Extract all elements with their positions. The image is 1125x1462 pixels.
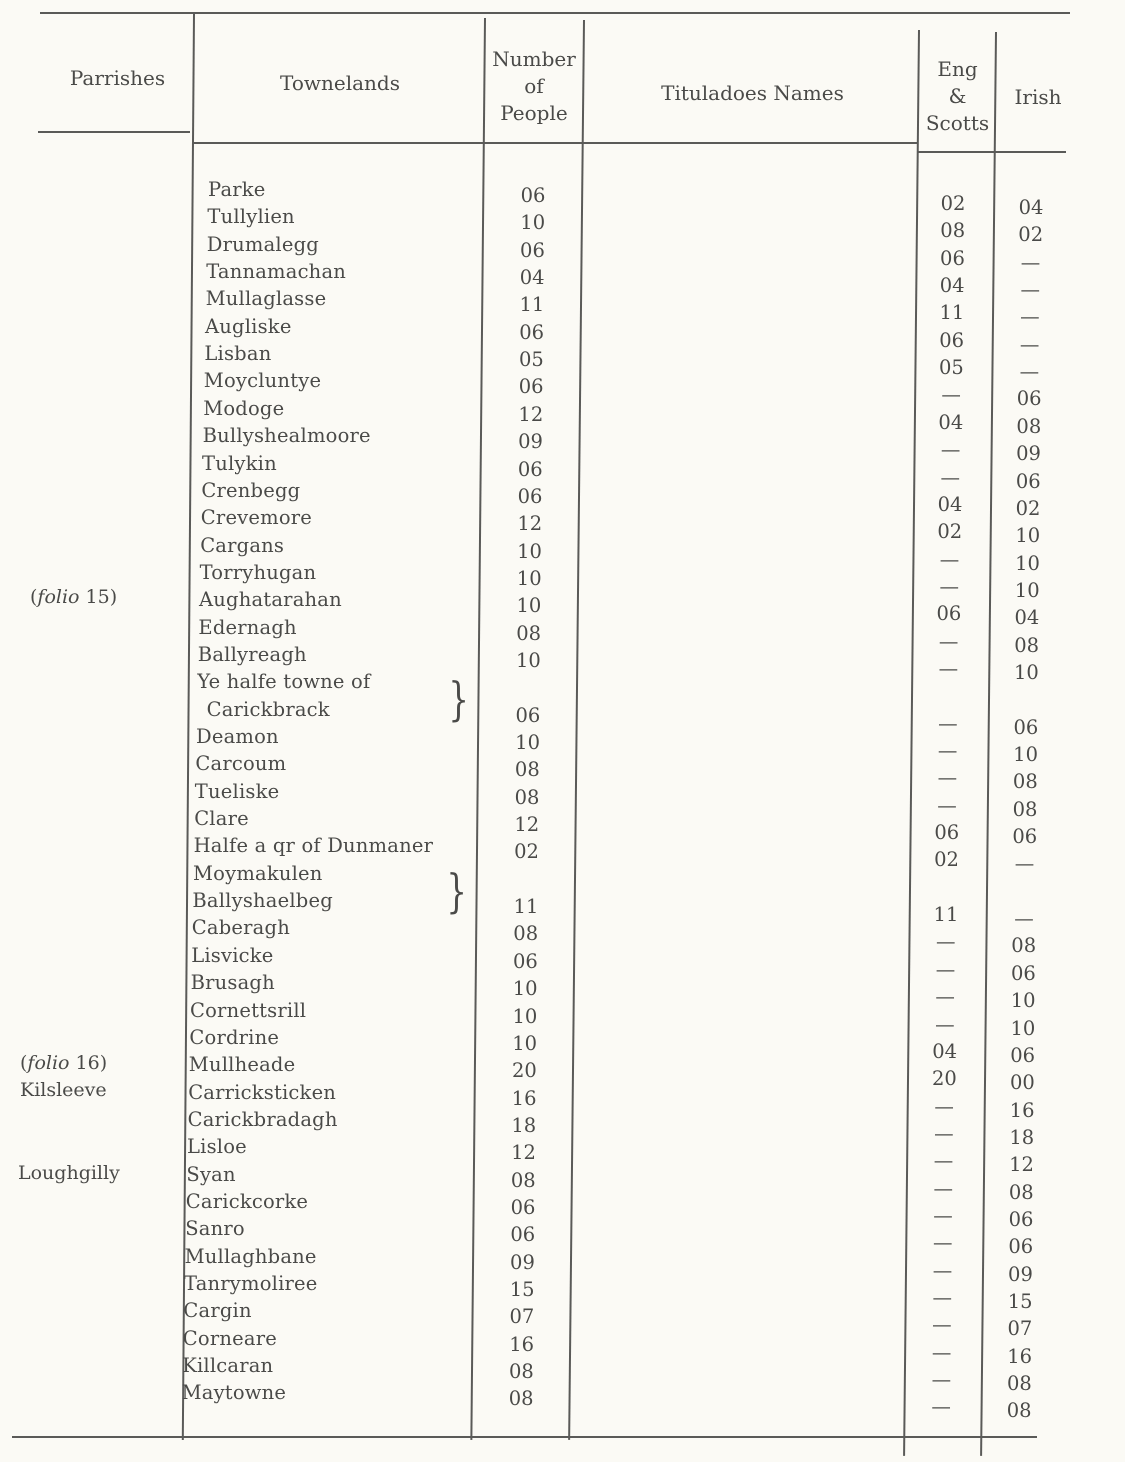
eng-scotts-cell: — bbox=[935, 957, 956, 981]
number-of-people-cell: 08 bbox=[508, 1360, 534, 1384]
towneland-name: Torryhugan bbox=[199, 560, 317, 584]
irish-cell: 12 bbox=[1009, 1153, 1034, 1177]
irish-cell: — bbox=[1019, 332, 1040, 356]
irish-cell: — bbox=[1014, 907, 1034, 931]
number-of-people-cell: 16 bbox=[509, 1332, 535, 1356]
eng-header-rule bbox=[918, 151, 1066, 153]
towneland-name: Edernagh bbox=[198, 615, 297, 639]
eng-scotts-cell: 04 bbox=[938, 410, 964, 434]
number-of-people-cell: 12 bbox=[511, 1141, 536, 1165]
eng-scotts-cell: 02 bbox=[934, 848, 959, 872]
number-of-people-cell: 06 bbox=[519, 320, 545, 344]
eng-scotts-cell: — bbox=[931, 1368, 952, 1392]
irish-cell: 06 bbox=[1016, 387, 1042, 411]
towneland-name: Lisvicke bbox=[191, 943, 274, 967]
towneland-name: Augliske bbox=[205, 314, 292, 338]
eng-scotts-cell: — bbox=[935, 985, 955, 1009]
irish-cell: 08 bbox=[1012, 797, 1038, 821]
eng-scotts-cell: — bbox=[938, 656, 959, 680]
towneland-name: Brusagh bbox=[190, 971, 275, 995]
number-of-people-cell: 10 bbox=[517, 539, 542, 563]
eng-scotts-cell: — bbox=[937, 766, 958, 790]
irish-cell: 15 bbox=[1007, 1290, 1033, 1313]
brace-ballyshaelbeg: } bbox=[446, 864, 467, 918]
towneland-name: Tanrymoliree bbox=[184, 1272, 318, 1295]
irish-cell: 08 bbox=[1011, 934, 1037, 958]
irish-cell: 04 bbox=[1018, 196, 1044, 219]
number-of-people-cell: 10 bbox=[520, 211, 546, 235]
irish-cell: 06 bbox=[1015, 469, 1041, 493]
towneland-name: Ballyshaelbeg bbox=[192, 889, 333, 913]
number-of-people-cell: 08 bbox=[516, 621, 542, 645]
number-of-people-cell: 10 bbox=[516, 594, 542, 618]
number-of-people-cell: 06 bbox=[517, 457, 543, 481]
eng-scotts-cell: — bbox=[937, 739, 958, 762]
irish-cell: 08 bbox=[1006, 1399, 1032, 1423]
towneland-name: Crenbegg bbox=[201, 478, 301, 502]
towneland-name: Lisloe bbox=[187, 1135, 247, 1159]
number-of-people-cell: 06 bbox=[510, 1195, 536, 1219]
eng-scotts-cell: — bbox=[933, 1149, 954, 1173]
eng-scotts-cell: 06 bbox=[940, 246, 965, 270]
towneland-name: Caberagh bbox=[191, 916, 290, 940]
towneland-name: Carickbradagh bbox=[187, 1107, 338, 1131]
irish-cell: 06 bbox=[1011, 961, 1036, 985]
parishes-header-rule bbox=[38, 131, 190, 133]
number-of-people-cell: 20 bbox=[511, 1059, 537, 1083]
number-of-people-cell: 08 bbox=[508, 1387, 534, 1411]
eng-scotts-cell: — bbox=[933, 1203, 953, 1227]
eng-scotts-cell: — bbox=[937, 793, 957, 817]
number-of-people-cell: 10 bbox=[516, 566, 542, 590]
number-of-people-cell: 12 bbox=[514, 813, 540, 837]
number-of-people-cell: 10 bbox=[515, 731, 540, 754]
towneland-name: Carcoum bbox=[195, 752, 287, 776]
towneland-name: Tulykin bbox=[202, 451, 277, 475]
number-of-people-cell: 02 bbox=[514, 840, 539, 864]
eng-scotts-cell: — bbox=[939, 547, 960, 571]
table-row bbox=[0, 862, 1125, 889]
irish-cell: 10 bbox=[1010, 989, 1036, 1013]
irish-cell: — bbox=[1014, 852, 1035, 876]
number-of-people-cell: 08 bbox=[510, 1168, 536, 1192]
tituladoes-names-header: Tituladoes Names bbox=[661, 81, 844, 105]
eng-scotts-cell: — bbox=[932, 1231, 953, 1255]
towneland-name: Halfe a qr of Dunmaner bbox=[193, 834, 434, 858]
number-of-people-cell: 12 bbox=[517, 512, 543, 536]
eng-scotts-cell: — bbox=[931, 1340, 952, 1364]
towneland-name: Carickbrack bbox=[206, 697, 330, 721]
irish-cell: — bbox=[1020, 250, 1041, 274]
irish-cell: 06 bbox=[1013, 715, 1039, 739]
number-of-people-cell: 12 bbox=[518, 402, 544, 426]
irish-cell: 10 bbox=[1014, 578, 1040, 602]
irish-cell: 10 bbox=[1015, 551, 1040, 575]
eng-scotts-cell: 20 bbox=[931, 1067, 957, 1091]
towneland-name: Ye halfe towne of bbox=[197, 670, 371, 694]
number-of-people-cell: 10 bbox=[515, 648, 541, 672]
towneland-name: Tullylien bbox=[207, 205, 295, 229]
number-of-people-cell: 10 bbox=[512, 1004, 538, 1028]
number-of-people-cell: 08 bbox=[514, 758, 540, 782]
irish-cell: 02 bbox=[1018, 223, 1044, 247]
number-of-people-cell: 06 bbox=[515, 703, 541, 727]
towneland-name: Cargans bbox=[200, 533, 285, 557]
irish-cell: 10 bbox=[1013, 743, 1038, 766]
number-of-people-cell: 06 bbox=[520, 238, 545, 262]
irish-cell: 08 bbox=[1014, 633, 1040, 657]
irish-cell: 02 bbox=[1015, 496, 1041, 520]
folio-16-note: (folio 16) bbox=[20, 1052, 108, 1074]
eng-scotts-cell: 11 bbox=[933, 903, 959, 927]
towneland-name: Mullaglasse bbox=[205, 287, 327, 311]
number-of-people-cell: 09 bbox=[510, 1250, 535, 1274]
irish-cell: — bbox=[1019, 360, 1040, 384]
towneland-name: Mullheade bbox=[188, 1053, 296, 1077]
eng-scotts-header: Eng & Scotts bbox=[925, 57, 990, 135]
irish-cell: — bbox=[1020, 305, 1040, 329]
eng-scotts-cell: — bbox=[940, 465, 961, 489]
towneland-name: Lisban bbox=[204, 342, 272, 366]
number-of-people-cell: 06 bbox=[518, 375, 544, 399]
irish-cell: 10 bbox=[1015, 524, 1041, 548]
eng-scotts-cell: 11 bbox=[939, 301, 965, 325]
table-row bbox=[0, 670, 1125, 697]
towneland-name: Modoge bbox=[203, 396, 285, 420]
number-of-people-cell: 16 bbox=[511, 1086, 537, 1110]
towneland-name: Maytowne bbox=[181, 1381, 287, 1405]
towneland-name: Clare bbox=[194, 807, 249, 831]
towneland-name: Moymakulen bbox=[193, 861, 323, 885]
towneland-name: Syan bbox=[186, 1162, 236, 1186]
irish-cell: 16 bbox=[1007, 1344, 1033, 1368]
eng-scotts-cell: — bbox=[932, 1258, 953, 1282]
table-row bbox=[0, 1381, 1125, 1423]
irish-cell: 07 bbox=[1007, 1317, 1033, 1341]
irish-cell: 09 bbox=[1008, 1262, 1033, 1286]
towneland-name: Cordrine bbox=[189, 1025, 280, 1049]
eng-scotts-cell: — bbox=[935, 930, 956, 954]
eng-scotts-cell: 04 bbox=[939, 274, 965, 298]
number-of-people-cell: 06 bbox=[510, 1223, 536, 1247]
irish-cell: 04 bbox=[1014, 606, 1040, 630]
folio-15-note: (folio 15) bbox=[30, 586, 118, 608]
eng-scotts-cell: — bbox=[940, 438, 961, 462]
irish-cell: 08 bbox=[1008, 1180, 1034, 1204]
irish-cell: 08 bbox=[1016, 414, 1042, 438]
irish-cell: 00 bbox=[1009, 1071, 1035, 1095]
irish-header: Irish bbox=[1014, 85, 1062, 109]
number-of-people-cell: 10 bbox=[512, 977, 538, 1001]
towneland-name: Carickcorke bbox=[185, 1189, 309, 1213]
towneland-name: Drumalegg bbox=[206, 232, 319, 256]
towneland-name: Bullyshealmoore bbox=[202, 424, 371, 448]
towneland-name: Cargin bbox=[183, 1299, 252, 1323]
parishes-header: Parrishes bbox=[69, 66, 166, 90]
eng-scotts-cell: — bbox=[932, 1286, 952, 1309]
bottom-rule bbox=[12, 1436, 1037, 1438]
irish-cell: 10 bbox=[1010, 1016, 1036, 1040]
eng-scotts-cell: — bbox=[933, 1176, 954, 1200]
eng-scotts-cell: 04 bbox=[932, 1039, 958, 1063]
number-of-people-cell: 08 bbox=[514, 785, 540, 809]
irish-cell: 06 bbox=[1008, 1207, 1034, 1231]
towneland-name: Mullaghbane bbox=[184, 1244, 317, 1268]
irish-cell: 18 bbox=[1009, 1125, 1035, 1149]
towneland-name: Crevemore bbox=[200, 506, 313, 530]
towneland-name: Aughatarahan bbox=[199, 588, 342, 612]
eng-scotts-cell: 05 bbox=[938, 356, 964, 380]
number-of-people-cell: 06 bbox=[513, 949, 538, 973]
brace-carickbrack: } bbox=[448, 672, 469, 726]
irish-cell: 06 bbox=[1012, 825, 1038, 849]
number-of-people-header: Number of People bbox=[492, 47, 576, 125]
irish-cell: 10 bbox=[1013, 660, 1039, 684]
number-of-people-cell: 06 bbox=[517, 484, 543, 508]
irish-cell: 16 bbox=[1009, 1098, 1035, 1122]
towneland-name: Ballyreagh bbox=[197, 642, 307, 666]
number-of-people-cell: 11 bbox=[513, 895, 539, 919]
eng-scotts-cell: 02 bbox=[937, 520, 963, 544]
eng-scotts-cell: — bbox=[932, 1313, 952, 1337]
eng-scotts-cell: 06 bbox=[934, 821, 960, 845]
eng-scotts-cell: 08 bbox=[940, 219, 966, 243]
towneland-name: Deamon bbox=[196, 725, 279, 748]
eng-scotts-cell: 02 bbox=[940, 192, 966, 215]
number-of-people-cell: 18 bbox=[511, 1113, 537, 1137]
number-of-people-cell: 15 bbox=[509, 1278, 535, 1301]
towneland-name: Moycluntye bbox=[203, 369, 322, 393]
eng-scotts-cell: — bbox=[931, 1395, 951, 1419]
number-of-people-cell: 08 bbox=[513, 922, 539, 946]
townelands-header: Townelands bbox=[280, 71, 400, 95]
towneland-name: Tannamachan bbox=[206, 260, 347, 284]
number-of-people-cell: 11 bbox=[519, 293, 545, 317]
irish-cell: 08 bbox=[1006, 1372, 1032, 1396]
irish-cell: 08 bbox=[1012, 770, 1038, 794]
number-of-people-cell: 07 bbox=[509, 1305, 535, 1329]
eng-scotts-cell: — bbox=[938, 711, 958, 735]
towneland-name: Carricksticken bbox=[188, 1080, 337, 1104]
irish-cell: 09 bbox=[1016, 442, 1041, 466]
number-of-people-cell: 06 bbox=[520, 184, 546, 207]
eng-scotts-cell: — bbox=[941, 383, 961, 407]
header-rule bbox=[192, 142, 917, 144]
number-of-people-cell: 10 bbox=[512, 1031, 538, 1055]
eng-scotts-cell: 06 bbox=[939, 328, 965, 352]
eng-scotts-cell: 04 bbox=[937, 492, 963, 516]
eng-scotts-cell: 06 bbox=[936, 602, 962, 626]
towneland-name: Killcaran bbox=[182, 1354, 274, 1378]
towneland-name: Parke bbox=[208, 178, 266, 201]
irish-cell: 06 bbox=[1008, 1235, 1034, 1259]
eng-scotts-cell: — bbox=[938, 629, 959, 653]
eng-scotts-cell: — bbox=[934, 1121, 954, 1145]
eng-scotts-cell: — bbox=[935, 1012, 955, 1036]
number-of-people-cell: 09 bbox=[518, 430, 543, 454]
towneland-name: Corneare bbox=[182, 1326, 277, 1350]
number-of-people-cell: 04 bbox=[519, 266, 545, 290]
number-of-people-cell: 05 bbox=[518, 348, 544, 372]
towneland-name: Cornettsrill bbox=[190, 998, 307, 1022]
eng-scotts-cell: — bbox=[934, 1094, 954, 1118]
irish-cell: — bbox=[1020, 278, 1040, 302]
towneland-name: Tueliske bbox=[194, 779, 280, 803]
irish-cell: 06 bbox=[1010, 1043, 1036, 1067]
towneland-name: Sanro bbox=[185, 1217, 245, 1241]
parish-kilsleeve: Kilsleeve bbox=[20, 1079, 107, 1101]
eng-scotts-cell: — bbox=[939, 574, 959, 598]
parish-loughgilly: Loughgilly bbox=[18, 1162, 120, 1184]
